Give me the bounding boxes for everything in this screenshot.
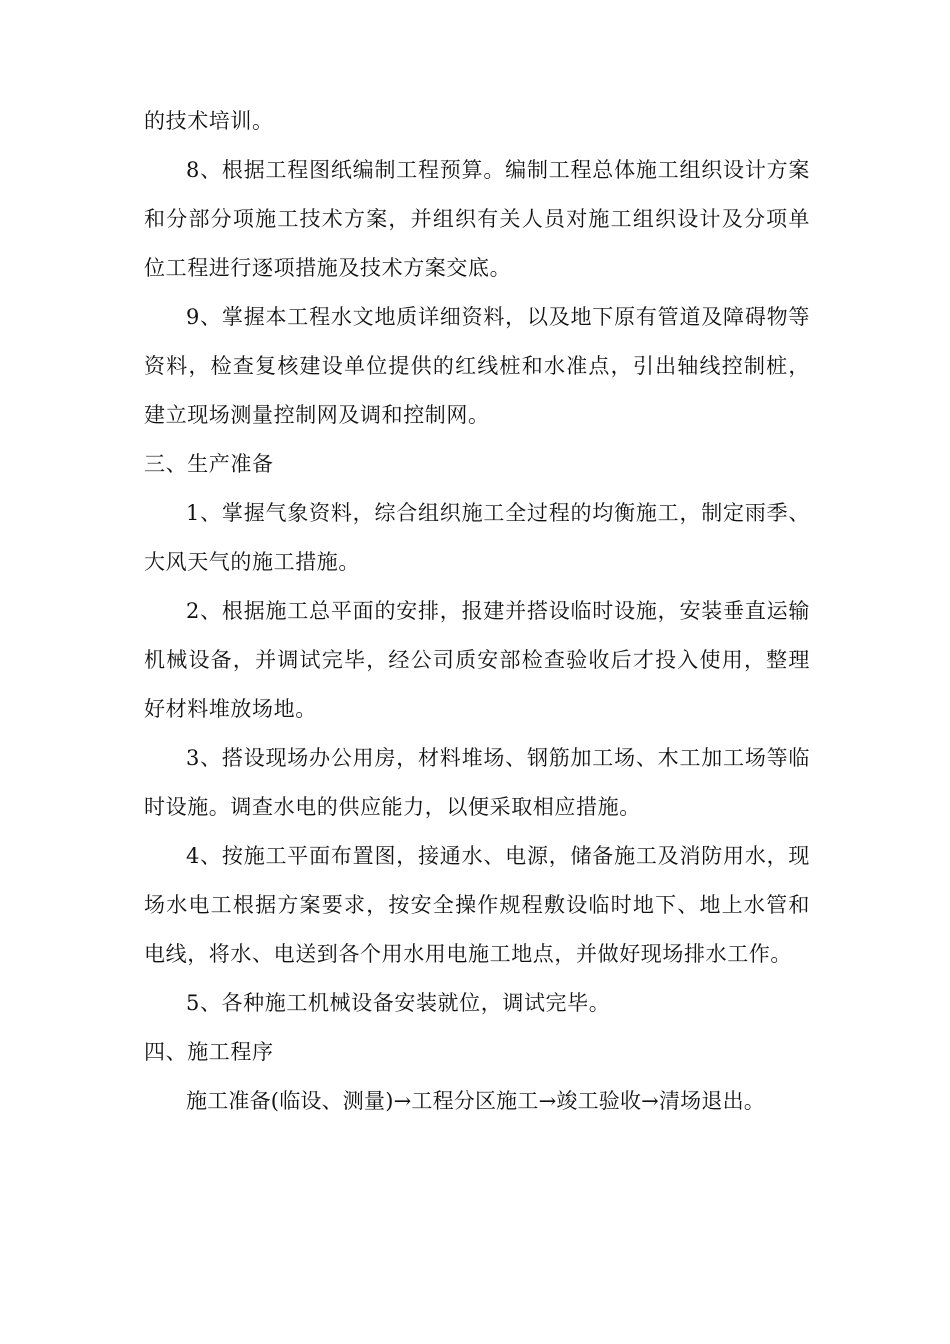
paragraph-production-2: 2、根据施工总平面的安排，报建并搭设临时设施，安装垂直运输机械设备，并调试完毕，经公司质安部检查验收后才投入使用，整理好材料堆放场地。 (144, 599, 810, 721)
paragraph-production-4: 4、按施工平面布置图，接通水、电源，储备施工及消防用水，现场水电工根据方案要求，按安全操作规程敷设临时地下、地上水管和电线，将水、电送到各个用水用电施工地点，并做好现场排水工作。 (144, 844, 810, 966)
section-heading-production-preparation: 三、生产准备 (144, 452, 274, 476)
paragraph-item-9: 9、掌握本工程水文地质详细资料，以及地下原有管道及障碍物等资料，检查复核建设单位提供的红线桩和水准点，引出轴线控制桩，建立现场测量控制网及调和控制网。 (144, 305, 810, 427)
paragraph-production-1: 1、掌握气象资料，综合组织施工全过程的均衡施工，制定雨季、大风天气的施工措施。 (144, 501, 810, 574)
paragraph-continuation: 的技术培训。 (144, 109, 274, 133)
paragraph-production-5: 5、各种施工机械设备安装就位，调试完毕。 (186, 991, 611, 1015)
construction-procedure-flow: 施工准备(临设、测量)→工程分区施工→竣工验收→清场退出。 (186, 1089, 765, 1113)
section-heading-construction-procedure: 四、施工程序 (144, 1040, 274, 1064)
paragraph-item-8: 8、根据工程图纸编制工程预算。编制工程总体施工组织设计方案和分部分项施工技术方案，并组织有关人员对施工组织设计及分项单位工程进行逐项措施及技术方案交底。 (144, 158, 810, 280)
paragraph-production-3: 3、搭设现场办公用房，材料堆场、钢筋加工场、木工加工场等临时设施。调查水电的供应能力，以便采取相应措施。 (144, 746, 810, 819)
document-body (144, 97, 810, 1126)
